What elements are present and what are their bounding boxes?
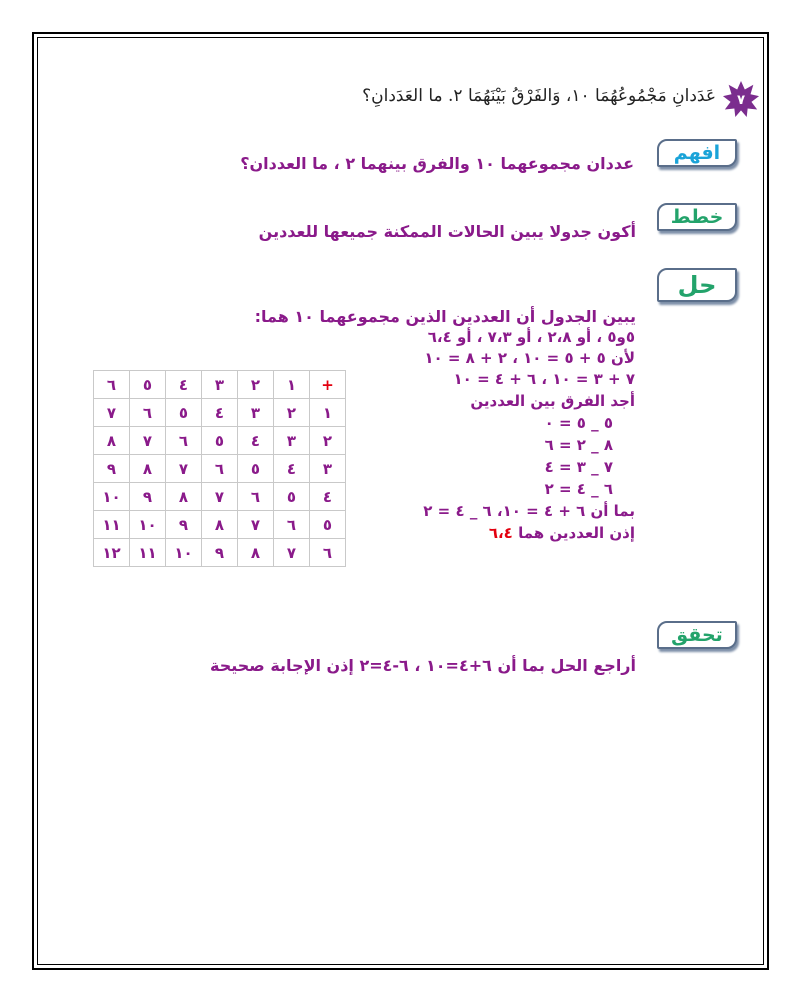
table-cell: ١ xyxy=(274,371,310,399)
solve-label: حل xyxy=(677,271,717,299)
table-cell: ٦ xyxy=(202,455,238,483)
table-cell: ٤ xyxy=(166,371,202,399)
understand-label: افهم xyxy=(673,142,721,164)
table-row xyxy=(94,427,346,455)
plan-text: أكون جدولا يبين الحالات الممكنة جميعها للعددين xyxy=(258,222,636,241)
solve-line-1: يبين الجدول أن العددين الذين مجموعهما ١٠ هما: xyxy=(254,307,636,326)
table-cell: ٩ xyxy=(202,539,238,567)
solve-answer-value xyxy=(489,524,513,542)
table-cell: ٩ xyxy=(94,455,130,483)
question-text: عَدَدانِ مَجْمُوعُهُمَا ١٠، وَالفَرْقُ بَيْنَهُمَا ٢. ما العَدَدانِ؟ xyxy=(362,86,716,106)
table-cell: ٣ xyxy=(310,455,346,483)
answer-value-highlight: ٦،٤ xyxy=(488,524,513,542)
understand-text: عددان مجموعهما ١٠ والفرق بينهما ٢ ، ما العددان؟ xyxy=(240,154,634,173)
table-cell: ٣ xyxy=(274,427,310,455)
table-cell: ٧ xyxy=(94,399,130,427)
table-cell: ٦ xyxy=(274,511,310,539)
table-cell: ٥ xyxy=(130,371,166,399)
check-label: تحقق xyxy=(671,624,723,646)
solve-line-5: أجد الفرق بين العددين xyxy=(470,392,635,410)
question-number-badge-icon xyxy=(722,80,760,118)
table-row xyxy=(94,455,346,483)
table-cell: ١٠ xyxy=(166,539,202,567)
table-cell: ٥ xyxy=(166,399,202,427)
table-cell: ٩ xyxy=(166,511,202,539)
table-cell: ٧ xyxy=(238,511,274,539)
table-cell: ٨ xyxy=(94,427,130,455)
table-cell: ٩ xyxy=(130,483,166,511)
plan-tag xyxy=(657,203,737,231)
solve-tag xyxy=(657,268,737,302)
table-cell: ٤ xyxy=(238,427,274,455)
solve-answer xyxy=(489,524,635,542)
table-cell: ٦ xyxy=(166,427,202,455)
solve-line-6: ٥ _ ٥ = ٠ xyxy=(544,414,613,432)
table-cell: ٢ xyxy=(310,427,346,455)
table-cell: ٦ xyxy=(310,539,346,567)
table-cell: ٦ xyxy=(130,399,166,427)
table-cell: ٧ xyxy=(130,427,166,455)
table-cell: ٨ xyxy=(166,483,202,511)
table-row xyxy=(94,483,346,511)
understand-tag xyxy=(657,139,737,167)
table-cell: ٣ xyxy=(238,399,274,427)
solve-line-2: ٥و٥ ، أو ٢،٨ ، أو ٧،٣ ، أو ٦،٤ xyxy=(427,328,635,346)
table-cell: ٥ xyxy=(310,511,346,539)
table-cell: ١١ xyxy=(94,511,130,539)
table-row xyxy=(94,539,346,567)
table-row xyxy=(94,511,346,539)
check-text: أراجع الحل بما أن ٦+٤=١٠ ، ٦-٤=٢ إذن الإجابة صحيحة xyxy=(209,656,636,675)
table-cell: ٦ xyxy=(238,483,274,511)
table-cell: ١ xyxy=(310,399,346,427)
table-cell: ٦ xyxy=(94,371,130,399)
table-cell: ٨ xyxy=(130,455,166,483)
solve-line-4: ٧ + ٣ = ١٠ ، ٦ + ٤ = ١٠ xyxy=(453,370,635,388)
table-cell: ٧ xyxy=(202,483,238,511)
table-cell: ٥ xyxy=(238,455,274,483)
table-cell: ٥ xyxy=(274,483,310,511)
table-header-row xyxy=(94,371,346,399)
solve-answer-prefix: إذن العددين هما xyxy=(518,524,635,542)
table-cell: ٧ xyxy=(166,455,202,483)
question-number: ٧ xyxy=(736,92,746,108)
table-cell: ١٠ xyxy=(94,483,130,511)
table-cell: ٤ xyxy=(310,483,346,511)
table-cell: ٢ xyxy=(238,371,274,399)
solve-line-3: لأن ٥ + ٥ = ١٠ ، ٢ + ٨ = ١٠ xyxy=(424,349,635,367)
check-tag xyxy=(657,621,737,649)
table-cell: ٣ xyxy=(202,371,238,399)
solve-line-8: ٧ _ ٣ = ٤ xyxy=(544,458,613,476)
plus-sign-cell: + xyxy=(310,371,346,399)
plan-label: خطط xyxy=(670,206,724,228)
table-cell: ٧ xyxy=(274,539,310,567)
table-cell: ٨ xyxy=(238,539,274,567)
table-cell: ٨ xyxy=(202,511,238,539)
table-cell: ٥ xyxy=(202,427,238,455)
solve-line-9: ٦ _ ٤ = ٢ xyxy=(544,480,613,498)
table-cell: ٢ xyxy=(274,399,310,427)
solve-line-7: ٨ _ ٢ = ٦ xyxy=(544,436,613,454)
table-cell: ١٢ xyxy=(94,539,130,567)
table-cell: ١١ xyxy=(130,539,166,567)
table-row xyxy=(94,399,346,427)
table-cell: ١٠ xyxy=(130,511,166,539)
table-cell: ٤ xyxy=(274,455,310,483)
solve-line-10: بما أن ٦ + ٤ = ١٠، ٦ _ ٤ = ٢ xyxy=(423,502,635,520)
table-cell: ٤ xyxy=(202,399,238,427)
addition-table xyxy=(93,370,346,567)
